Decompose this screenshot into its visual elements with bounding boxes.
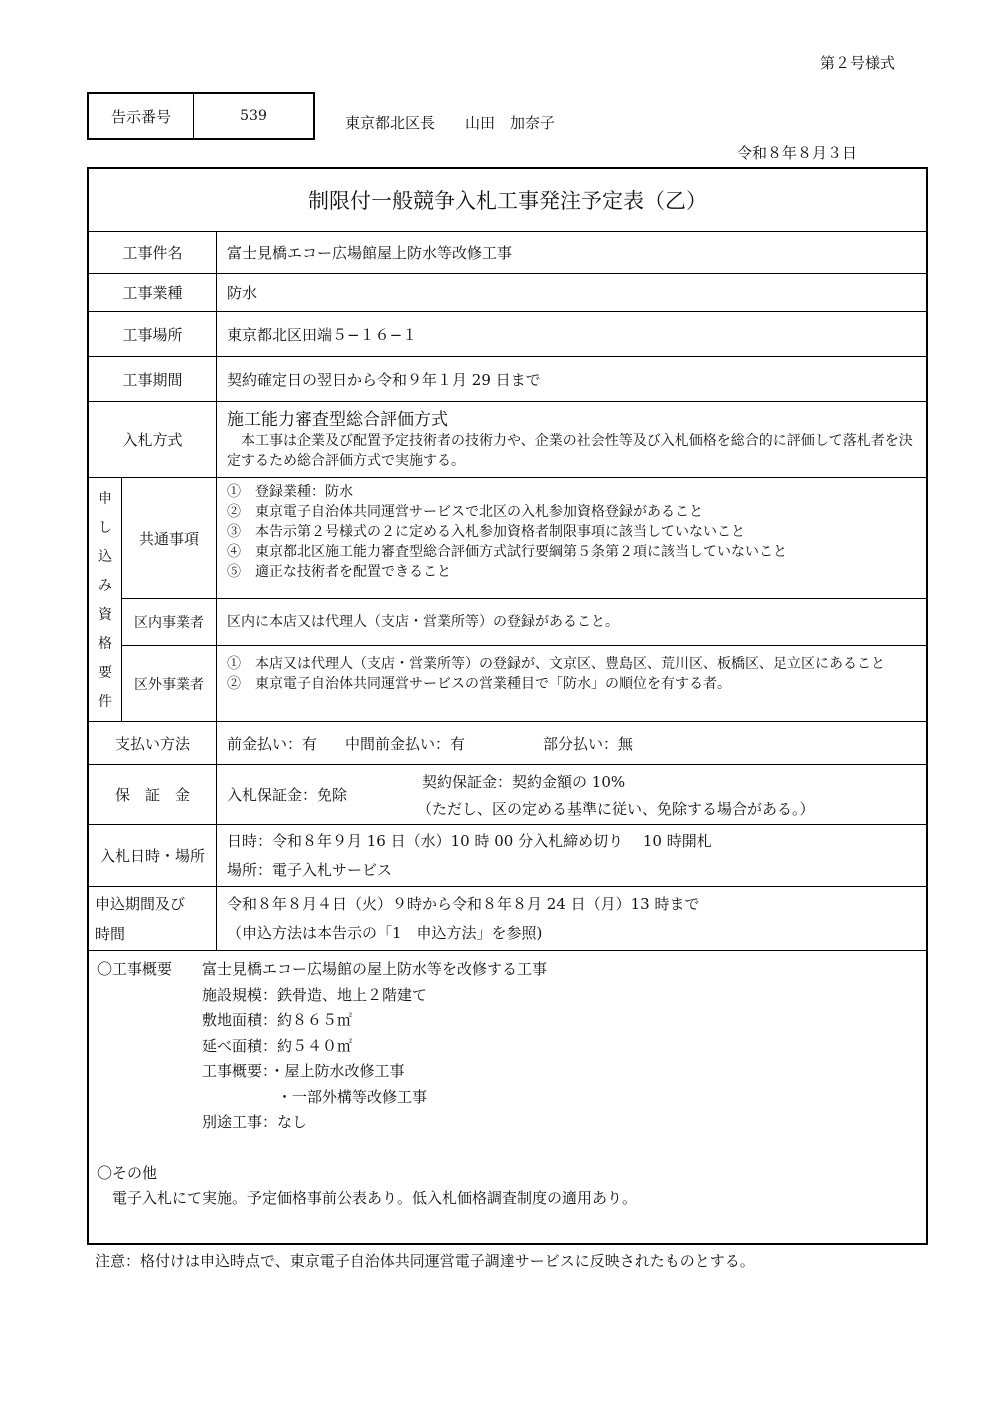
requirements-section (89, 478, 926, 722)
req-common-list (217, 478, 797, 598)
row-guarantee (89, 765, 926, 825)
document-title: 制限付一般競争入札工事発注予定表（乙） (89, 169, 926, 232)
overview-summary: 富士見橋エコー広場館の屋上防水等を改修する工事 (202, 960, 548, 978)
overview-items (97, 983, 918, 1136)
bid-datetime-label: 入札日時・場所 (89, 825, 217, 886)
application-label (89, 887, 217, 950)
req-char: し (98, 520, 112, 537)
list-item: ④ 東京都北区施工能力審査型総合評価方式試行要綱第５条第２項に該当していないこと (227, 544, 787, 560)
work-name-value: 富士見橋エコー広場館屋上防水等改修工事 (227, 244, 513, 262)
bid-method-content (217, 402, 926, 477)
overview-item: 施設規模：鉄骨造、地上２階建て (202, 985, 428, 1004)
issuer: 東京都北区長 山田 加奈子 (345, 114, 556, 132)
notice-number-value: 539 (240, 108, 267, 124)
bid-place: 場所：電子入札サービス (227, 860, 393, 879)
req-outside-label: 区外事業者 (122, 646, 217, 721)
req-outside-list (217, 646, 895, 721)
req-char: み (98, 578, 112, 595)
req-outside (122, 646, 926, 721)
notice-number-label: 告示番号 (89, 94, 194, 138)
bid-method-desc: 本工事は企業及び配置予定技術者の技術力や、企業の社会性等及び入札価格を総合的に評価して落札者を決定するため総合評価方式で実施する。 (227, 432, 913, 469)
issue-date: 令和８年８月３日 (737, 144, 858, 162)
row-bid-datetime (89, 825, 926, 887)
list-item: ① 登録業種：防水 (227, 484, 353, 500)
overview-item: ・一部外構等改修工事 (202, 1087, 428, 1106)
guarantee-note: （ただし、区の定める基準に従い、免除する場合がある。） (417, 800, 815, 818)
list-item: ① 本店又は代理人（支店・営業所等）の登録が、文京区、豊島区、荒川区、板橋区、足立区にあること (227, 656, 885, 672)
work-period-value: 契約確定日の翌日から令和９年１月 29 日まで (227, 370, 541, 389)
bid-method-label: 入札方式 (89, 402, 217, 477)
work-name-label: 工事件名 (89, 232, 217, 273)
payment-advance: 前金払い：有 (227, 734, 318, 753)
req-char: 込 (98, 549, 112, 566)
requirements-body (122, 478, 926, 721)
req-char: 件 (98, 693, 112, 710)
req-inside-label: 区内事業者 (122, 599, 217, 645)
req-common (122, 478, 926, 599)
application-note: （申込方法は本告示の「1 申込方法」を参照) (227, 923, 543, 942)
work-type-label: 工事業種 (89, 274, 217, 311)
overview-item: 敷地面積：約８６５㎡ (202, 1011, 353, 1029)
req-inside (122, 599, 926, 646)
work-place-value: 東京都北区田端５−１６−１ (227, 325, 418, 344)
main-table (87, 167, 928, 1245)
bid-datetime-content (217, 825, 926, 886)
row-work-type (89, 274, 926, 312)
footnote: 注意：格付けは申込時点で、東京電子自治体共同運営電子調達サービスに反映されたものとする。 (95, 1252, 755, 1270)
work-period-label: 工事期間 (89, 357, 217, 401)
overview-heading: 〇工事概要 (97, 960, 173, 978)
row-work-place (89, 312, 926, 357)
req-char: 申 (98, 491, 112, 508)
row-application (89, 887, 926, 951)
list-item: ③ 本告示第２号様式の２に定める入札参加資格者制限事項に該当していないこと (227, 524, 745, 540)
application-content (217, 887, 926, 950)
req-char: 格 (98, 635, 112, 652)
payment-partial: 部分払い：無 (543, 734, 634, 753)
payment-content (217, 722, 926, 764)
notice-number-box (87, 92, 315, 140)
bid-time: 日時：令和８年９月 16 日（水）10 時 00 分入札締め切り 10 時開札 (227, 831, 712, 850)
guarantee-label: 保 証 金 (89, 765, 217, 824)
overview-item: 延べ面積：約５４０㎡ (202, 1036, 353, 1055)
list-item: ⑤ 適正な技術者を配置できること (227, 564, 451, 580)
payment-mid: 中間前金払い：有 (345, 734, 466, 753)
row-bid-method (89, 402, 926, 478)
req-char: 資 (98, 606, 112, 623)
application-label-line2: 時間 (95, 924, 126, 943)
req-common-label: 共通事項 (122, 478, 217, 598)
application-label-line1: 申込期間及び (95, 894, 186, 913)
requirements-vertical-label (89, 478, 122, 721)
row-work-name (89, 232, 926, 274)
overview-heading-row (97, 957, 918, 983)
overview-section (89, 951, 926, 1218)
overview-item: 別途工事：なし (202, 1113, 308, 1131)
overview-item: 工事概要：・屋上防水改修工事 (202, 1062, 405, 1080)
row-payment (89, 722, 926, 765)
bid-guarantee: 入札保証金：免除 (227, 786, 348, 804)
list-item: ② 東京電子自治体共同運営サービスの営業種目で「防水」の順位を有する者。 (227, 676, 731, 692)
payment-label: 支払い方法 (89, 722, 217, 764)
application-period: 令和８年８月４日（火）９時から令和８年８月 24 日（月）13 時まで (227, 894, 700, 913)
req-inside-value: 区内に本店又は代理人（支店・営業所等）の登録があること。 (227, 614, 619, 630)
other-heading: 〇その他 (97, 1163, 158, 1182)
row-work-period (89, 357, 926, 402)
work-type-value: 防水 (227, 284, 258, 302)
work-place-label: 工事場所 (89, 312, 217, 356)
contract-guarantee: 契約保証金：契約金額の 10% (422, 773, 626, 791)
other-text: 電子入札にて実施。予定価格事前公表あり。低入札価格調査制度の適用あり。 (97, 1189, 638, 1207)
req-char: 要 (98, 664, 112, 681)
guarantee-content (217, 765, 926, 824)
list-item: ② 東京電子自治体共同運営サービスで北区の入札参加資格登録があること (227, 504, 703, 520)
form-number: 第２号様式 (820, 54, 896, 72)
bid-method-heading: 施工能力審査型総合評価方式 (227, 409, 448, 430)
